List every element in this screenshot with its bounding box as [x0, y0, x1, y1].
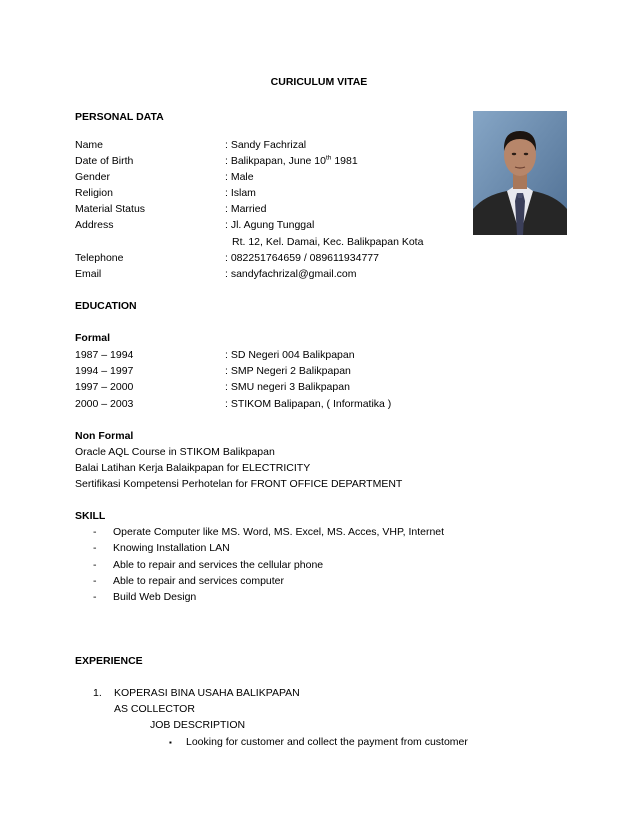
nonformal-item: Balai Latihan Kerja Balaikpapan for ELECTRICITY [75, 462, 311, 474]
bullet-dash: - [93, 559, 97, 571]
field-label: Material Status [75, 203, 146, 215]
field-label: Name [75, 139, 104, 151]
job-duty-item [169, 735, 468, 750]
field-label: Gender [75, 171, 111, 183]
field-value: Rt. 12, Kel. Damai, Kec. Balikpapan Kota [232, 236, 424, 248]
job-description-heading: JOB DESCRIPTION [150, 719, 246, 731]
field-value: : Islam [225, 187, 256, 199]
field-label: Religion [75, 187, 113, 199]
education-school: : SMU negeri 3 Balikpapan [225, 381, 350, 393]
education-years: 1994 – 1997 [75, 365, 134, 377]
skill-text: Able to repair and services the cellular phone [113, 559, 324, 571]
field-value: : Balikpapan, June 10th 1981 [225, 154, 358, 167]
education-school: : STIKOM Balipapan, ( Informatika ) [225, 398, 392, 410]
experience-heading: EXPERIENCE [75, 655, 143, 667]
field-label: Telephone [75, 252, 124, 264]
field-value: : Male [225, 171, 254, 183]
field-value: : Sandy Fachrizal [225, 139, 307, 151]
field-value: : 082251764659 / 089611934777 [225, 252, 379, 264]
field-label: Address [75, 219, 114, 231]
job-company: KOPERASI BINA USAHA BALIKPAPAN [114, 687, 300, 699]
formal-heading: Formal [75, 332, 111, 344]
education-school: : SD Negeri 004 Balikpapan [225, 349, 355, 361]
skill-text: Build Web Design [113, 591, 197, 603]
education-years: 1997 – 2000 [75, 381, 134, 393]
education-years: 1987 – 1994 [75, 349, 134, 361]
nonformal-heading: Non Formal [75, 430, 134, 442]
field-label: Date of Birth [75, 155, 134, 167]
education-school: : SMP Negeri 2 Balikpapan [225, 365, 351, 377]
job-company-line [93, 686, 300, 700]
square-bullet-icon: ▪ [169, 738, 172, 747]
skill-text: Operate Computer like MS. Word, MS. Excel, MS. Acces, VHP, Internet [113, 526, 445, 538]
nonformal-item: Oracle AQL Course in STIKOM Balikpapan [75, 446, 275, 458]
skill-text: Able to repair and services computer [113, 575, 284, 587]
bullet-dash: - [93, 575, 97, 587]
field-value: : sandyfachrizal@gmail.com [225, 268, 357, 280]
job-number: 1. [93, 687, 102, 699]
education-years: 2000 – 2003 [75, 398, 134, 410]
education-heading: EDUCATION [75, 300, 137, 312]
job-duty-text: Looking for customer and collect the payment from customer [186, 736, 468, 748]
person-photo-icon [473, 111, 567, 235]
job-position: AS COLLECTOR [114, 703, 195, 715]
personal-data-heading: PERSONAL DATA [75, 111, 164, 123]
field-value: : Married [225, 203, 267, 215]
field-value: : Jl. Agung Tunggal [225, 219, 315, 231]
skill-heading: SKILL [75, 510, 106, 522]
bullet-dash: - [93, 542, 97, 554]
bullet-dash: - [93, 526, 97, 538]
field-label: Email [75, 268, 102, 280]
skill-text: Knowing Installation LAN [113, 542, 230, 554]
nonformal-item: Sertifikasi Kompetensi Perhotelan for FRONT OFFICE DEPARTMENT [75, 478, 403, 490]
bullet-dash: - [93, 591, 97, 603]
document-title: CURICULUM VITAE [270, 76, 368, 88]
